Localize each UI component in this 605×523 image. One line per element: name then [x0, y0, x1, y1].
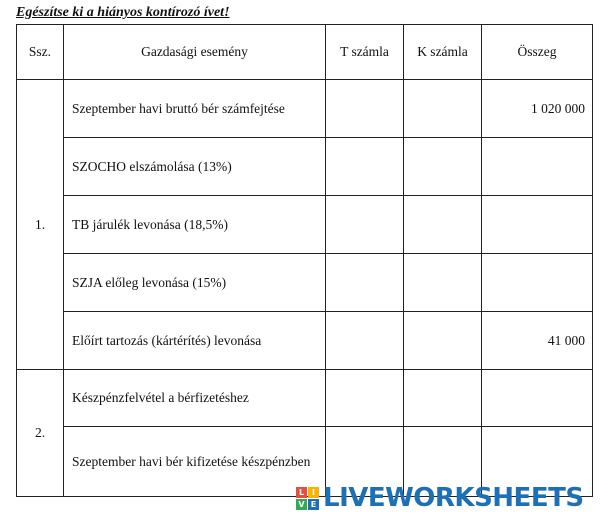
- group-number: 1.: [17, 80, 64, 370]
- credit-account-input[interactable]: [404, 80, 482, 138]
- event-cell: SZJA előleg levonása (15%): [64, 254, 326, 312]
- table-row: [17, 138, 593, 196]
- debit-account-input[interactable]: [326, 254, 404, 312]
- header-amount: Összeg: [482, 25, 593, 80]
- liveworksheets-wordmark: LIVEWORKSHEETS: [323, 483, 584, 513]
- instruction-title: Egészítse ki a hiányos kontírozó ívet!: [16, 5, 230, 20]
- credit-account-input[interactable]: [404, 196, 482, 254]
- debit-account-input[interactable]: [326, 370, 404, 427]
- amount-input[interactable]: [482, 370, 593, 427]
- event-cell: Szeptember havi bruttó bér számfejtése: [64, 80, 326, 138]
- amount-input[interactable]: [482, 138, 593, 196]
- logo-letter: I: [308, 487, 319, 498]
- amount-input[interactable]: [482, 254, 593, 312]
- amount-input[interactable]: [482, 196, 593, 254]
- contra-sheet-table: [16, 24, 593, 497]
- credit-account-input[interactable]: [404, 312, 482, 370]
- table-row: [17, 254, 593, 312]
- header-credit-account: K számla: [404, 25, 482, 80]
- table-row: [17, 80, 593, 138]
- debit-account-input[interactable]: [326, 196, 404, 254]
- credit-account-input[interactable]: [404, 370, 482, 427]
- debit-account-input[interactable]: [326, 80, 404, 138]
- credit-account-input[interactable]: [404, 254, 482, 312]
- header-event: Gazdasági esemény: [64, 25, 326, 80]
- amount-cell: 1 020 000: [482, 80, 593, 138]
- logo-letter: L: [296, 487, 307, 498]
- event-cell: TB járulék levonása (18,5%): [64, 196, 326, 254]
- event-cell: SZOCHO elszámolása (13%): [64, 138, 326, 196]
- debit-account-input[interactable]: [326, 312, 404, 370]
- liveworksheets-brand: [296, 483, 584, 513]
- event-cell: Készpénzfelvétel a bérfizetéshez: [64, 370, 326, 427]
- liveworksheets-logo-icon: [296, 487, 319, 510]
- table-row: [17, 370, 593, 427]
- logo-letter: E: [308, 499, 319, 510]
- debit-account-input[interactable]: [326, 138, 404, 196]
- logo-letter: V: [296, 499, 307, 510]
- header-row: [17, 25, 593, 80]
- table-row: [17, 196, 593, 254]
- event-cell: Szeptember havi bér kifizetése készpénzben: [64, 427, 326, 497]
- event-cell: Előírt tartozás (kártérítés) levonása: [64, 312, 326, 370]
- table-row: [17, 312, 593, 370]
- group-number: 2.: [17, 370, 64, 497]
- amount-cell: 41 000: [482, 312, 593, 370]
- header-debit-account: T számla: [326, 25, 404, 80]
- header-number: Ssz.: [17, 25, 64, 80]
- credit-account-input[interactable]: [404, 138, 482, 196]
